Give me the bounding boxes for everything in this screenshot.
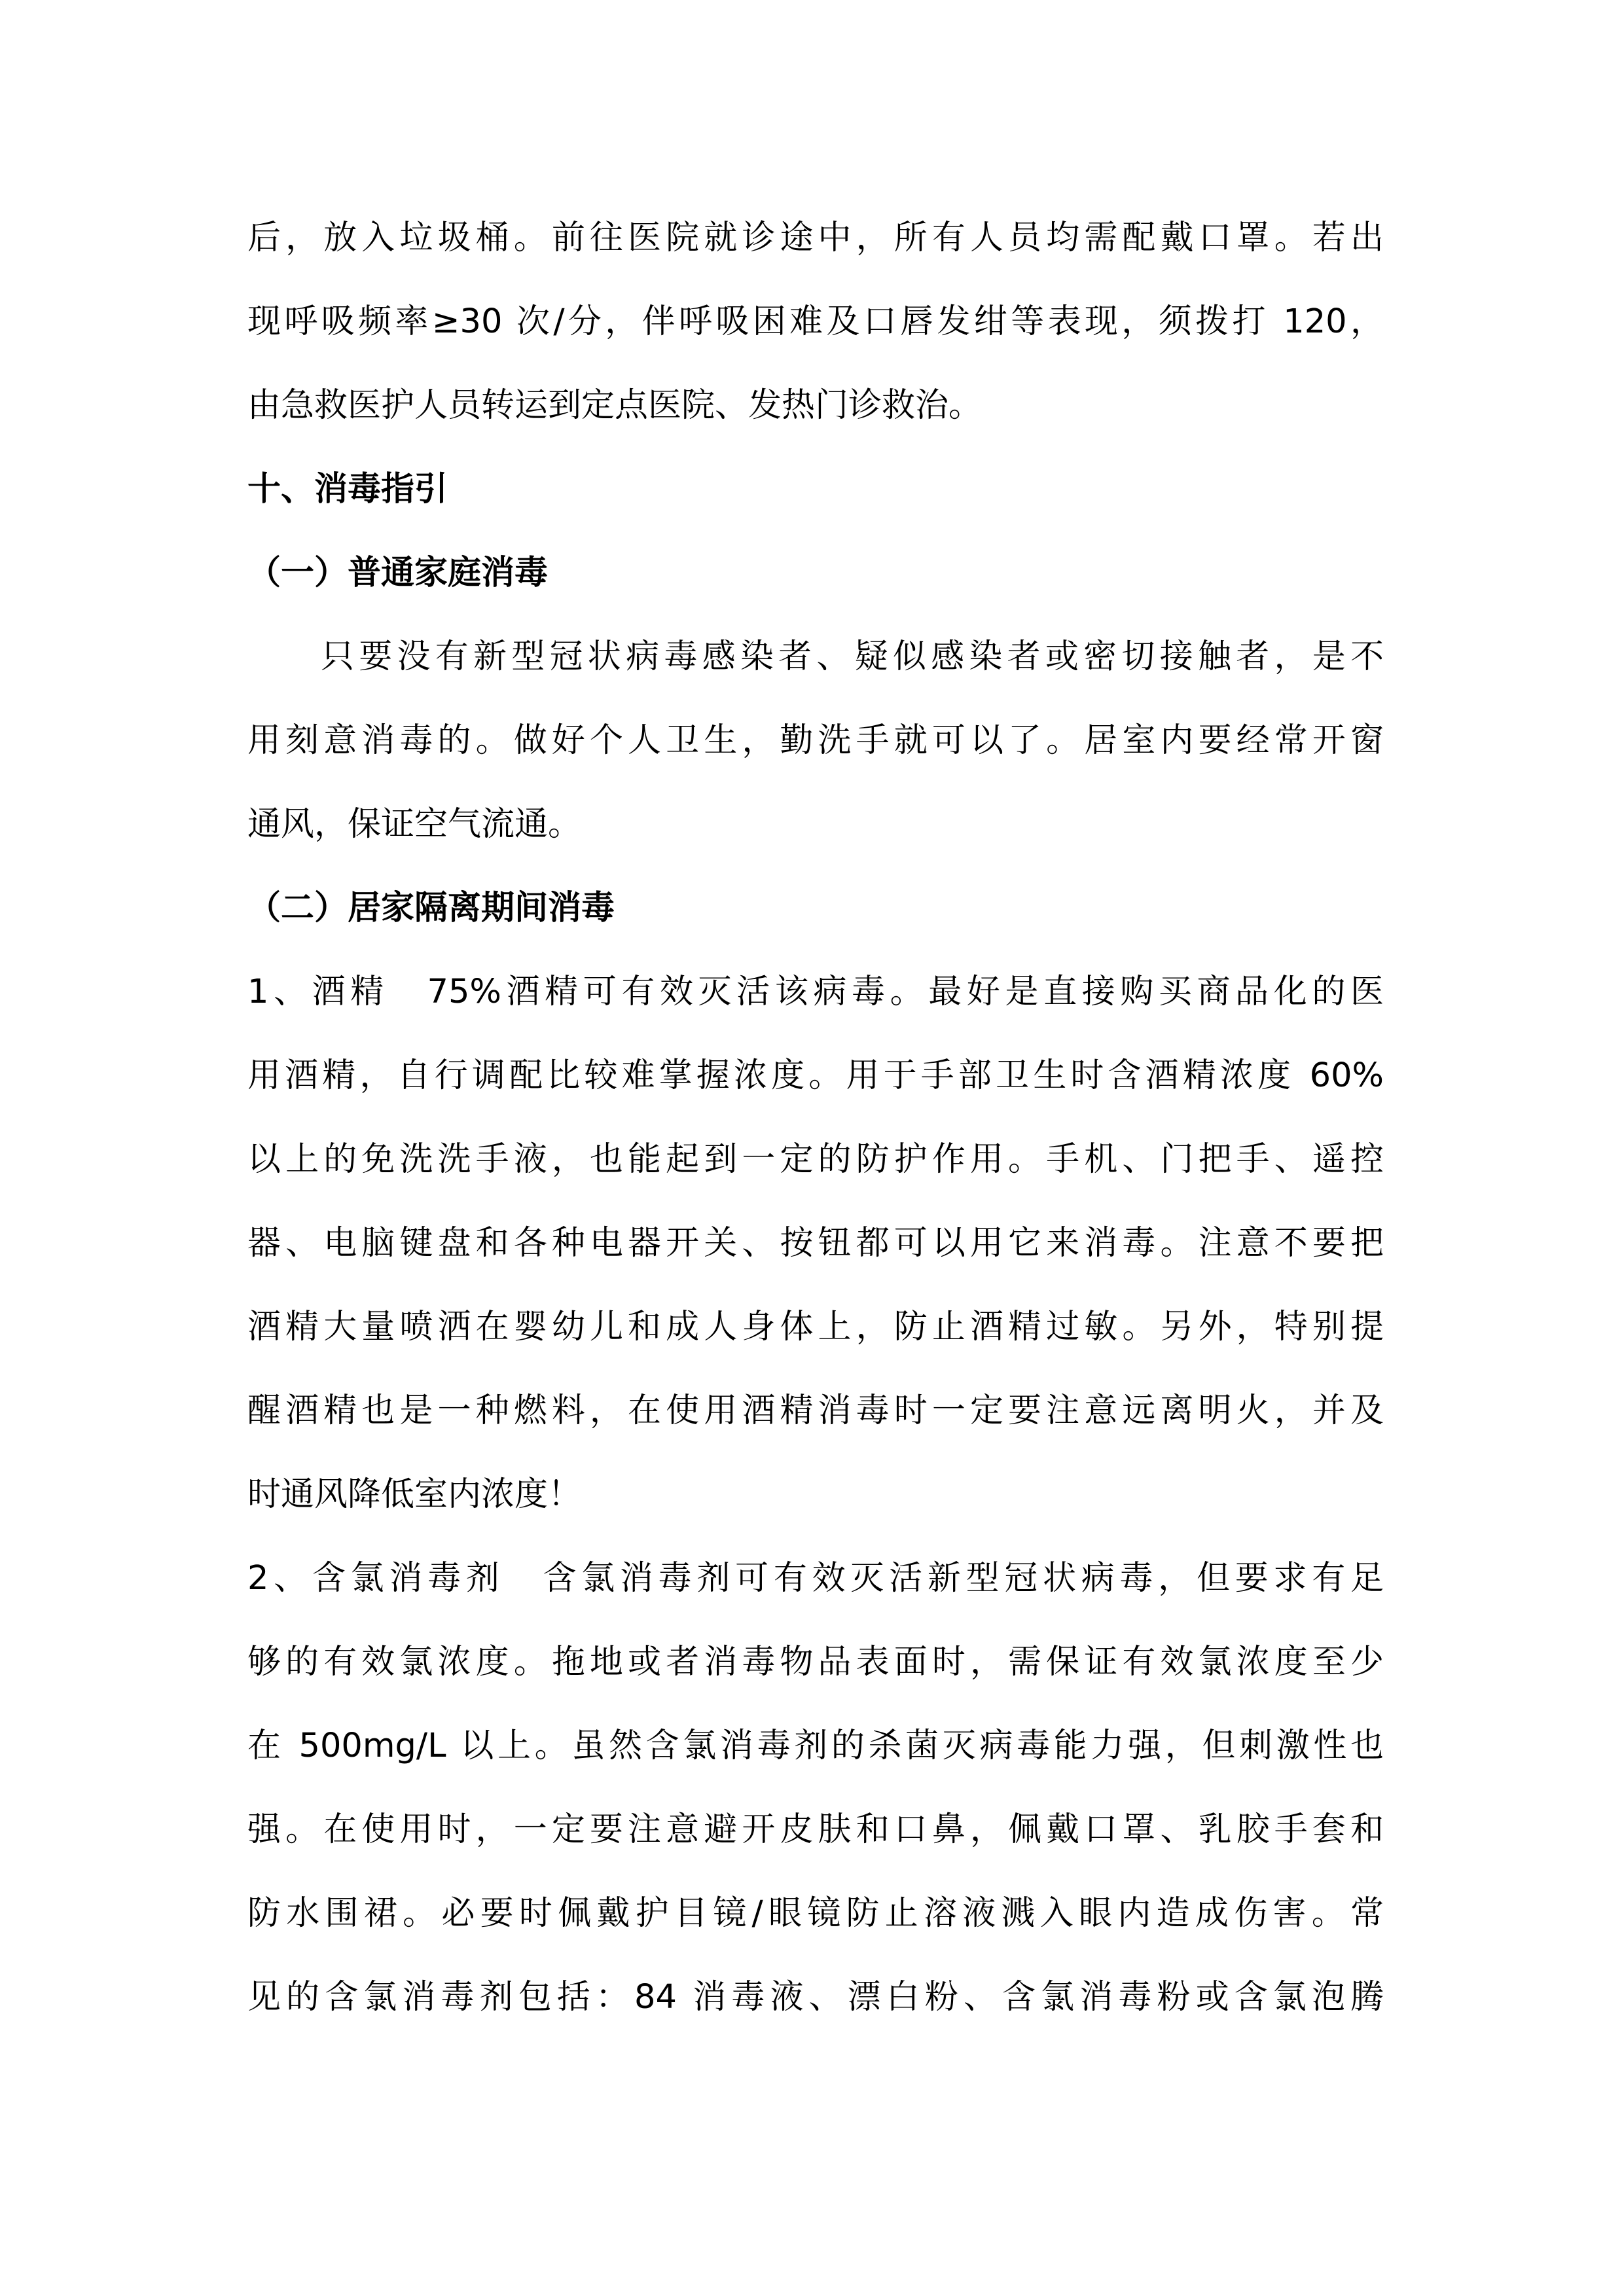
subsection-heading: （一）普通家庭消毒 [247,554,549,592]
paragraph-line: 醒酒精也是一种燃料，在使用酒精消毒时一定要注意远离明火，并及 [247,1391,1384,1430]
paragraph-line: 1、酒精 75%酒精可有效灭活该病毒。最好是直接购买商品化的医 [247,973,1384,1011]
paragraph-line: 只要没有新型冠状病毒感染者、疑似感染者或密切接触者，是不 [321,637,1384,676]
paragraph-line: 以上的免洗洗手液，也能起到一定的防护作用。手机、门把手、遥控 [247,1140,1384,1179]
paragraph-line: 用酒精，自行调配比较难掌握浓度。用于手部卫生时含酒精浓度 60% [247,1056,1384,1095]
paragraph-line: 2、含氯消毒剂 含氯消毒剂可有效灭活新型冠状病毒，但要求有足 [247,1559,1384,1598]
paragraph-line: 见的含氯消毒剂包括：84 消毒液、漂白粉、含氯消毒粉或含氯泡腾 [247,1978,1384,2017]
document-page [247,196,1384,2039]
paragraph-line: 防水围裙。必要时佩戴护目镜/眼镜防止溶液溅入眼内造成伤害。常 [247,1894,1384,1933]
paragraph-line: 酒精大量喷洒在婴幼儿和成人身体上，防止酒精过敏。另外，特别提 [247,1308,1384,1346]
paragraph-line: 用刻意消毒的。做好个人卫生，勤洗手就可以了。居室内要经常开窗 [247,721,1384,760]
paragraph-line: 强。在使用时，一定要注意避开皮肤和口鼻，佩戴口罩、乳胶手套和 [247,1810,1384,1849]
paragraph-line: 通风，保证空气流通。 [247,805,582,844]
subsection-heading: （二）居家隔离期间消毒 [247,889,615,927]
paragraph-line: 时通风降低室内浓度！ [247,1475,582,1514]
section-heading: 十、消毒指引 [247,470,448,509]
paragraph-line: 由急救医护人员转运到定点医院、发热门诊救治。 [247,386,983,425]
paragraph-line: 在 500mg/L 以上。虽然含氯消毒剂的杀菌灭病毒能力强，但刺激性也 [247,1727,1384,1765]
paragraph-line: 器、电脑键盘和各种电器开关、按钮都可以用它来消毒。注意不要把 [247,1224,1384,1263]
paragraph-line: 够的有效氯浓度。拖地或者消毒物品表面时，需保证有效氯浓度至少 [247,1643,1384,1681]
paragraph-line: 现呼吸频率≥30 次/分，伴呼吸困难及口唇发绀等表现，须拨打 120， [247,302,1384,341]
paragraph-line: 后，放入垃圾桶。前往医院就诊途中，所有人员均需配戴口罩。若出 [247,219,1384,257]
